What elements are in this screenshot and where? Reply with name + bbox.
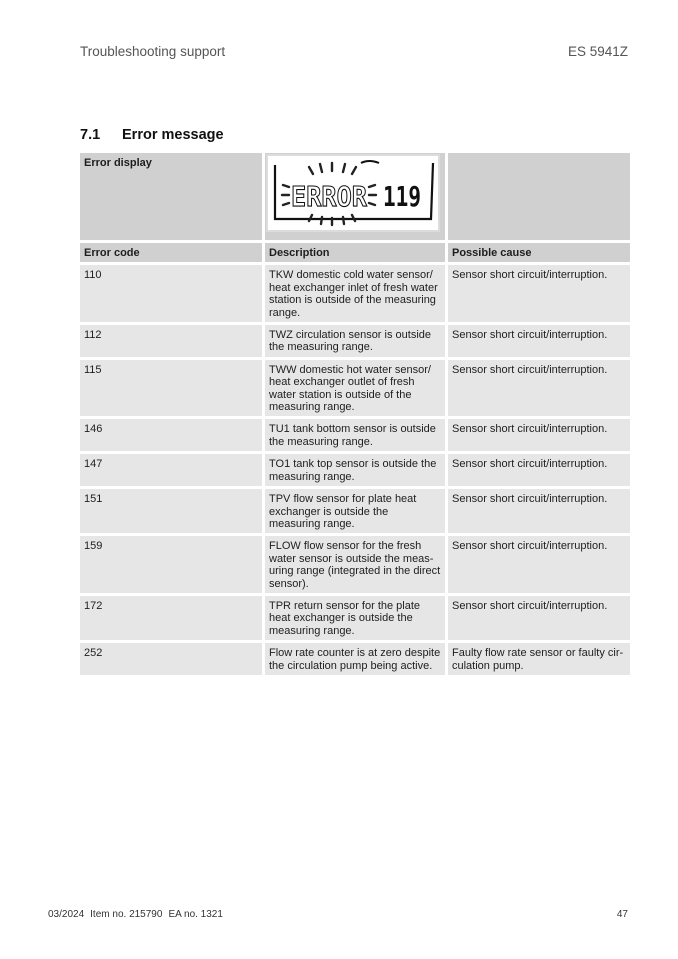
table-row [80,265,630,322]
section-number: 7.1 [80,127,101,143]
possible-cause-cell: Sensor short circuit/interruption. [448,265,630,322]
table-row [80,360,630,417]
possible-cause-cell: Sensor short circuit/interruption. [448,489,630,533]
column-header-row [80,243,630,262]
possible-cause-cell: Sensor short circuit/interruption. [448,325,630,357]
error-display-row [80,153,630,240]
description-cell: TKW domestic cold water sensor/ heat exchanger inlet of fresh water station is outside of the measuring range. [265,265,445,322]
table-row [80,419,630,451]
description-cell: TPR return sensor for the plate heat exchanger is outside the measuring range. [265,596,445,640]
error-code-cell: 146 [80,419,262,451]
table-row [80,325,630,357]
error-code-cell: 147 [80,454,262,486]
column-header-description: Description [265,243,445,262]
error-display-empty [448,153,630,240]
description-cell: TU1 tank bottom sensor is outside the measuring range. [265,419,445,451]
footer-ea-no: EA no. 1321 [168,909,223,920]
footer-date: 03/2024 [48,909,85,920]
description-cell: TPV flow sensor for plate heat exchanger is outside the measuring range. [265,489,445,533]
lcd-display-cell [265,153,445,240]
possible-cause-cell: Sensor short circuit/interruption. [448,596,630,640]
lcd-error-word: ERROR [291,180,368,213]
section-title: Error message [122,127,224,143]
column-header-cause: Possible cause [448,243,630,262]
error-code-cell: 115 [80,360,262,417]
table-row [80,596,630,640]
table-row [80,643,630,675]
lcd-error-display-icon [265,153,441,233]
error-code-cell: 151 [80,489,262,533]
footer-item-no: Item no. 215790 [90,909,163,920]
description-cell: TWZ circulation sensor is outside the measuring range. [265,325,445,357]
possible-cause-cell: Sensor short circuit/interruption. [448,360,630,417]
section-heading [80,127,224,143]
description-cell: TWW domestic hot water sensor/ heat exchanger outlet of fresh water station is outside of the measuring range. [265,360,445,417]
possible-cause-cell: Sensor short circuit/interruption. [448,454,630,486]
error-code-cell: 172 [80,596,262,640]
description-cell: Flow rate counter is at zero despite the circulation pump being active. [265,643,445,675]
column-header-code: Error code [80,243,262,262]
possible-cause-cell: Faulty flow rate sensor or faulty cir-culation pump. [448,643,630,675]
error-display-label: Error display [80,153,262,240]
running-header-title: Troubleshooting support [80,44,226,59]
page-number: 47 [616,909,628,920]
error-code-cell: 110 [80,265,262,322]
possible-cause-cell: Sensor short circuit/interruption. [448,536,630,593]
table-row [80,536,630,593]
error-code-cell: 112 [80,325,262,357]
possible-cause-cell: Sensor short circuit/interruption. [448,419,630,451]
error-code-cell: 252 [80,643,262,675]
description-cell: TO1 tank top sensor is outside the measuring range. [265,454,445,486]
lcd-error-code: 119 [383,180,421,213]
table-row [80,489,630,533]
running-header-model: ES 5941Z [567,44,628,59]
table-row [80,454,630,486]
error-code-cell: 159 [80,536,262,593]
error-table [77,150,633,678]
footer-info [48,909,229,920]
description-cell: FLOW flow sensor for the fresh water sensor is outside the meas-uring range (integrated in the direct sensor). [265,536,445,593]
